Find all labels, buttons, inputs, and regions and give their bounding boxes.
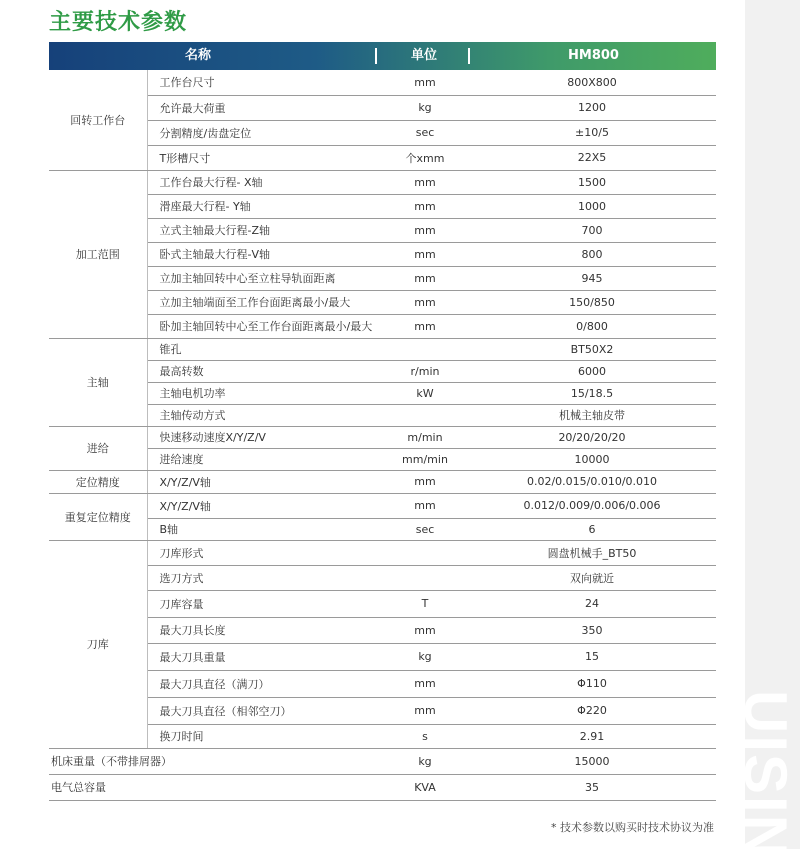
brand-watermark: UISIN — [732, 690, 799, 860]
param-name: 主轴传动方式 — [147, 404, 382, 426]
param-value: 0.02/0.015/0.010/0.010 — [468, 470, 716, 493]
header-unit: 单位 — [410, 48, 437, 63]
table-row — [49, 218, 716, 242]
param-name: 主轴电机功率 — [147, 382, 382, 404]
table-row — [49, 724, 716, 748]
table-row — [49, 266, 716, 290]
param-name: X/Y/Z/V轴 — [147, 493, 382, 518]
param-value: 22X5 — [468, 145, 716, 170]
param-unit: kg — [382, 643, 468, 670]
group-label: 加工范围 — [49, 170, 147, 338]
table-row — [49, 95, 716, 120]
footnote: * 技术参数以购买时技术协议为准 — [551, 821, 714, 834]
table-row — [49, 670, 716, 697]
table-row — [49, 120, 716, 145]
param-value: 1000 — [468, 194, 716, 218]
param-value: 1500 — [468, 170, 716, 194]
param-value: 机械主轴皮带 — [468, 404, 716, 426]
param-name: 锥孔 — [147, 338, 382, 360]
param-value: Φ220 — [468, 697, 716, 724]
table-row — [49, 426, 716, 448]
table-row — [49, 565, 716, 590]
param-value: 6 — [468, 518, 716, 540]
param-unit: m/min — [382, 426, 468, 448]
param-value: 20/20/20/20 — [468, 426, 716, 448]
param-unit — [382, 404, 468, 426]
param-name: 进给速度 — [147, 448, 382, 470]
param-value: BT50X2 — [468, 338, 716, 360]
param-name: 立加主轴回转中心至立柱导轨面距离 — [147, 266, 382, 290]
param-unit: KVA — [382, 774, 468, 800]
param-value: 0/800 — [468, 314, 716, 338]
param-unit — [382, 565, 468, 590]
param-name: 卧加主轴回转中心至工作台面距离最小/最大 — [147, 314, 382, 338]
param-value: 15000 — [468, 748, 716, 774]
param-name: 最大刀具长度 — [147, 617, 382, 643]
table-row — [49, 540, 716, 565]
param-unit: mm — [382, 70, 468, 95]
header-model: HM800 — [568, 48, 619, 63]
param-value: 350 — [468, 617, 716, 643]
param-unit: mm — [382, 470, 468, 493]
param-value: 0.012/0.009/0.006/0.006 — [468, 493, 716, 518]
table-row — [49, 774, 716, 800]
header-name: 名称 — [184, 48, 211, 63]
param-unit: mm — [382, 290, 468, 314]
param-name: 立式主轴最大行程-Z轴 — [147, 218, 382, 242]
param-unit: T — [382, 590, 468, 617]
table-row — [49, 170, 716, 194]
param-unit: kg — [382, 748, 468, 774]
param-value: 双向就近 — [468, 565, 716, 590]
param-value: 10000 — [468, 448, 716, 470]
param-name: 最大刀具直径（相邻空刀） — [147, 697, 382, 724]
param-name: 刀库形式 — [147, 540, 382, 565]
table-row — [49, 70, 716, 95]
table-row — [49, 448, 716, 470]
param-name: 工作台尺寸 — [147, 70, 382, 95]
table-row — [49, 314, 716, 338]
param-name: X/Y/Z/V轴 — [147, 470, 382, 493]
header-separator — [375, 48, 377, 64]
param-unit: mm — [382, 242, 468, 266]
param-unit: mm/min — [382, 448, 468, 470]
table-row — [49, 290, 716, 314]
param-name: B轴 — [147, 518, 382, 540]
param-value: 150/850 — [468, 290, 716, 314]
param-unit: mm — [382, 314, 468, 338]
param-name: 最大刀具直径（满刀） — [147, 670, 382, 697]
table-row — [49, 242, 716, 266]
param-name: 选刀方式 — [147, 565, 382, 590]
table-row — [49, 617, 716, 643]
param-name: T形槽尺寸 — [147, 145, 382, 170]
spec-table — [49, 70, 716, 801]
param-unit: sec — [382, 120, 468, 145]
table-row — [49, 404, 716, 426]
table-row — [49, 382, 716, 404]
param-unit — [382, 338, 468, 360]
table-row — [49, 748, 716, 774]
param-name: 刀库容量 — [147, 590, 382, 617]
param-name: 卧式主轴最大行程-V轴 — [147, 242, 382, 266]
param-value: 35 — [468, 774, 716, 800]
param-name: 滑座最大行程- Y轴 — [147, 194, 382, 218]
param-unit: mm — [382, 670, 468, 697]
param-value: 圆盘机械手_BT50 — [468, 540, 716, 565]
table-row — [49, 643, 716, 670]
param-unit: mm — [382, 218, 468, 242]
group-label: 进给 — [49, 426, 147, 470]
param-name: 立加主轴端面至工作台面距离最小/最大 — [147, 290, 382, 314]
param-name: 分割精度/齿盘定位 — [147, 120, 382, 145]
param-value: 945 — [468, 266, 716, 290]
group-label: 回转工作台 — [49, 70, 147, 170]
group-label: 重复定位精度 — [49, 493, 147, 540]
param-unit: mm — [382, 493, 468, 518]
param-value: 800X800 — [468, 70, 716, 95]
group-label: 刀库 — [49, 540, 147, 748]
header-separator — [468, 48, 470, 64]
table-row — [49, 338, 716, 360]
param-unit: kW — [382, 382, 468, 404]
param-value: 2.91 — [468, 724, 716, 748]
param-unit: 个xmm — [382, 145, 468, 170]
param-unit: mm — [382, 170, 468, 194]
table-row — [49, 518, 716, 540]
param-value: 15 — [468, 643, 716, 670]
table-row — [49, 145, 716, 170]
param-value: 6000 — [468, 360, 716, 382]
table-row — [49, 470, 716, 493]
table-row — [49, 590, 716, 617]
table-row — [49, 360, 716, 382]
param-name: 换刀时间 — [147, 724, 382, 748]
table-row — [49, 697, 716, 724]
group-label: 主轴 — [49, 338, 147, 426]
param-name: 快速移动速度X/Y/Z/V — [147, 426, 382, 448]
param-unit: r/min — [382, 360, 468, 382]
param-value: 700 — [468, 218, 716, 242]
group-label: 定位精度 — [49, 470, 147, 493]
param-unit: mm — [382, 194, 468, 218]
param-value: 800 — [468, 242, 716, 266]
param-unit: mm — [382, 697, 468, 724]
param-unit: kg — [382, 95, 468, 120]
page-title: 主要技术参数 — [49, 10, 188, 35]
param-unit: sec — [382, 518, 468, 540]
param-value: 1200 — [468, 95, 716, 120]
param-name: 电气总容量 — [49, 774, 382, 800]
param-unit: mm — [382, 617, 468, 643]
param-name: 允许最大荷重 — [147, 95, 382, 120]
param-name: 工作台最大行程- X轴 — [147, 170, 382, 194]
param-unit: s — [382, 724, 468, 748]
param-unit: mm — [382, 266, 468, 290]
param-value: 24 — [468, 590, 716, 617]
table-row — [49, 493, 716, 518]
param-name: 机床重量（不带排屑器） — [49, 748, 382, 774]
param-value: ±10/5 — [468, 120, 716, 145]
param-value: Φ110 — [468, 670, 716, 697]
table-row — [49, 194, 716, 218]
param-unit — [382, 540, 468, 565]
table-header — [49, 42, 716, 70]
param-name: 最大刀具重量 — [147, 643, 382, 670]
param-value: 15/18.5 — [468, 382, 716, 404]
param-name: 最高转数 — [147, 360, 382, 382]
